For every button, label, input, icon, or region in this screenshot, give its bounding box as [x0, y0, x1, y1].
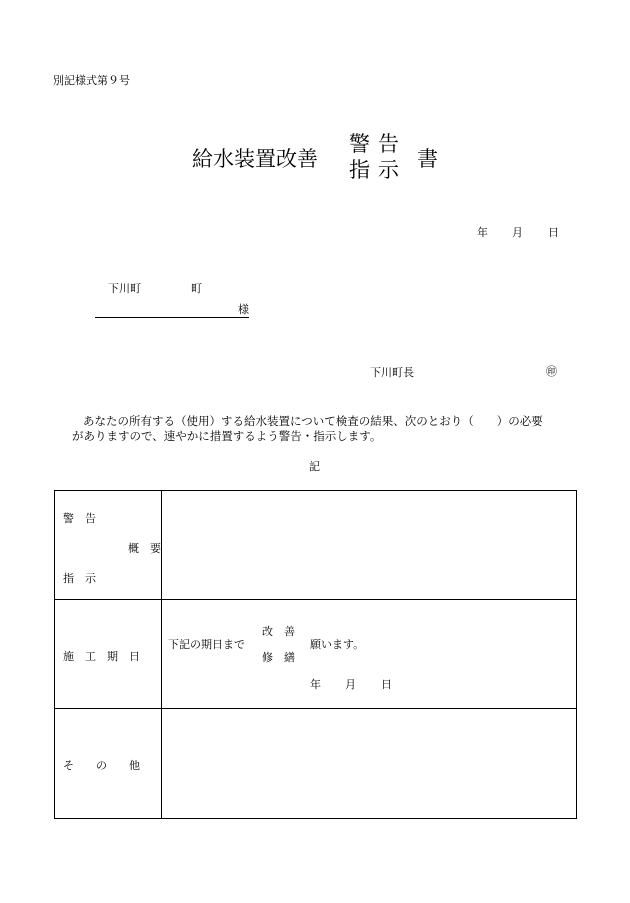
form-number: 別記様式第９号 [53, 74, 130, 87]
label-other-cell [55, 709, 162, 819]
title-option-instruction: 指示 [349, 158, 407, 182]
title-main: 給水装置改善 [192, 147, 318, 171]
row-summary [55, 491, 577, 600]
label-deadline-cell [55, 600, 162, 709]
label-instruction: 指 示 [63, 572, 96, 585]
date-day: 日 [548, 226, 559, 239]
ki-heading: 記 [309, 460, 320, 473]
row-deadline [55, 600, 577, 709]
deadline-prefix: 下記の期日まで [168, 638, 245, 651]
title-option-warning: 警告 [349, 132, 407, 156]
option-improve: 改 善 [262, 625, 295, 638]
body-line-2: がありますので、速やかに措置するよう警告・指示します。 [72, 429, 382, 443]
summary-content[interactable] [162, 491, 577, 600]
recipient-name-line [95, 303, 249, 318]
deadline-content[interactable] [162, 600, 577, 709]
details-table [54, 490, 577, 819]
deadline-month: 月 [345, 678, 356, 691]
option-repair: 修 繕 [262, 651, 295, 664]
label-overview: 概 要 [128, 542, 161, 555]
body-text [72, 414, 572, 444]
label-warning: 警 告 [63, 512, 96, 525]
label-other: そ の 他 [63, 759, 140, 772]
date-month: 月 [512, 226, 523, 239]
title-suffix: 書 [417, 147, 438, 171]
body-line-1: あなたの所有する（使用）する給水装置について検査の結果、次のとおり（ ）の必要 [83, 414, 543, 428]
deadline-day: 日 [381, 678, 392, 691]
other-content[interactable] [162, 709, 577, 819]
seal-mark: ㊞ [546, 365, 557, 378]
label-deadline: 施 工 期 日 [63, 650, 140, 663]
recipient-district: 町 [191, 282, 202, 295]
date-year: 年 [477, 226, 488, 239]
request-text: 願います。 [310, 638, 365, 651]
label-summary [55, 491, 162, 600]
recipient-town: 下川町 [108, 282, 141, 295]
deadline-year: 年 [310, 678, 321, 691]
recipient-honorific: 様 [238, 303, 249, 316]
issuer-title: 下川町長 [370, 366, 414, 379]
row-other [55, 709, 577, 819]
